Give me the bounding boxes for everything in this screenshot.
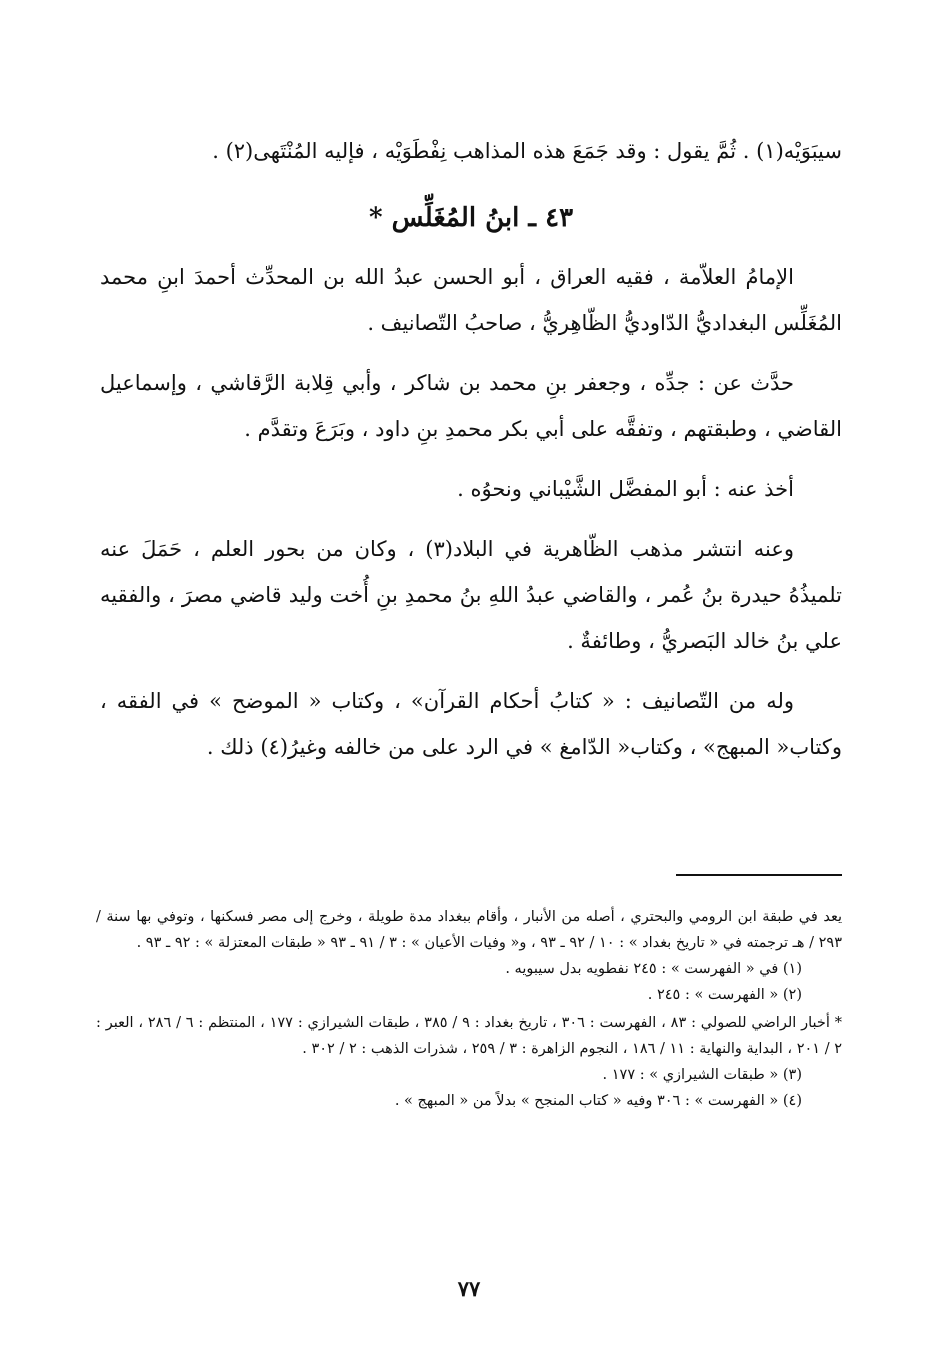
footnote-intro: يعد في طبقة ابن الرومي والبحتري ، أصله من الأنبار ، وأقام ببغداد مدة طويلة ، وخرج إلى مصر فسكنها ، وتوفي بها سنة / ٢٩٣ / هـ ترجمته في « تاريخ بغداد » : ١٠ / ٩٢ ـ ٩٣ ، و« وفيات الأعيان » : ٣ / ٩١ ـ ٩٣ « طبقات المعتزلة » : ٩٢ ـ ٩٣ . [96,909,842,951]
biography-heading: ٤٣ ـ ابنُ المُغَلِّس * [368,203,574,233]
paragraph-madhhab: وعنه انتشر مذهب الظّاهرية في البلاد(٣) ، وكان من بحور العلم ، حَمَلَ عنه تلميذُهُ حيدرة بنُ عُمر ، والقاضي عبدُ اللهِ بنُ محمدِ بنِ أُخت وليد قاضي مصرَ ، والفقيه علي بنُ خالد البَصريُّ ، وطائفةٌ . [100,537,842,653]
footnote-4: (٤) « الفهرست » : ٣٠٦ وفيه « كتاب المنجح » بدلاً من « المبهج » . [394,1093,802,1109]
paragraph-works: وله من التّصانيف : « كتابُ أحكام القرآن» ، وكتاب « الموضح » في الفقه ، وكتاب« المبهج» ، وكتاب« الدّامغ » في الرد على من خالفه وغيرُ(٤) ذلك . [100,689,842,759]
paragraph-intro: الإمامُ العلاّمة ، فقيه العراق ، أبو الحسن عبدُ الله بن المحدِّث أحمدَ ابنِ محمد المُغَلِّس البغداديُّ الدّاوديُّ الظّاهِريُّ ، صاحبُ التّصانيف . [100,265,842,335]
page-number: ٧٧ [457,1276,481,1301]
main-text [100,128,842,784]
footnote-biography-sources: * أخبار الراضي للصولي : ٨٣ ، الفهرست : ٣٠٦ ، تاريخ بغداد : ٩ / ٣٨٥ ، طبقات الشيرازي : ١٧٧ ، المنتظم : ٦ / ٢٨٦ ، العبر : ٢ / ٢٠١ ، البداية والنهاية : ١١ / ١٨٦ ، النجوم الزاهرة : ٣ / ٢٥٩ ، شذرات الذهب : ٢ / ٣٠٢ . [96,1015,842,1057]
footnote-3: (٣) « طبقات الشيرازي » : ١٧٧ . [602,1067,802,1083]
paragraph-teachers: حدَّث عن : جدِّه ، وجعفر بنِ محمد بن شاكر ، وأبي قِلابة الرَّقاشي ، وإسماعيل القاضي ، وطبقتهم ، وتفقَّه على أبي بكر محمدِ بنِ داود ، وبَرَعَ وتقدَّم . [100,371,842,441]
footnote-2: (٢) « الفهرست » : ٢٤٥ . [647,987,802,1003]
continuation-line: سيبَوَيْه(١) . ثُمَّ يقول : وقد جَمَعَ هذه المذاهب نِفْطَوَيْه ، فإليه المُنْتَهى(٢) . [212,139,842,163]
footnote-divider [676,874,842,876]
paragraph-students: أخذ عنه : أبو المفضَّل الشَّيْباني ونحوُه . [457,477,794,501]
footnote-1: (١) في « الفهرست » : ٢٤٥ نفطويه بدل سيبويه . [505,961,802,977]
footnotes [96,904,842,1114]
